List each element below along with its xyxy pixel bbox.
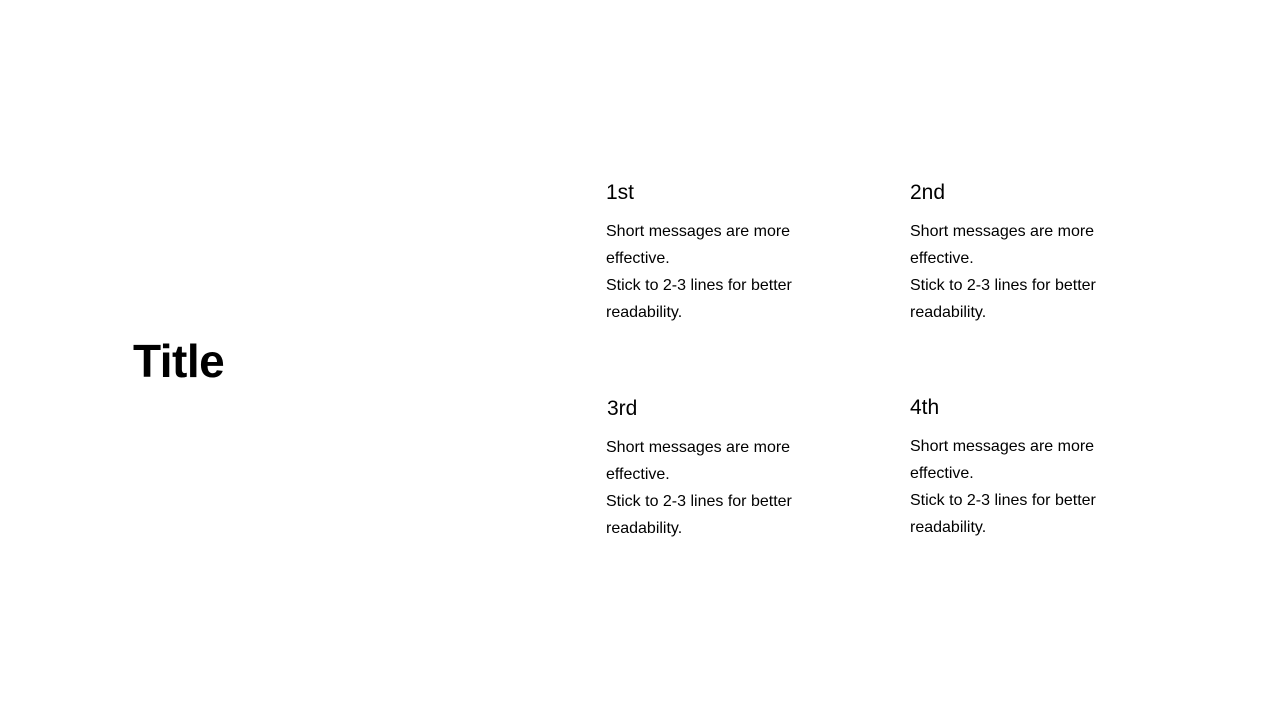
content-block-line: Short messages are more effective. xyxy=(910,223,1095,267)
content-block-heading: 1st xyxy=(606,181,635,204)
content-block-heading: 4th xyxy=(910,396,940,419)
content-block-heading: 3rd xyxy=(607,397,638,420)
content-block-line: Stick to 2-3 lines for better readability. xyxy=(910,277,1096,321)
content-block-line: Stick to 2-3 lines for better readability. xyxy=(606,277,792,321)
content-block-text xyxy=(606,218,846,326)
content-block-line: Short messages are more effective. xyxy=(910,438,1095,482)
content-block-text xyxy=(910,218,1150,326)
content-block-1 xyxy=(606,180,846,326)
content-block-line: Stick to 2-3 lines for better readability. xyxy=(606,493,792,537)
content-block-line: Short messages are more effective. xyxy=(606,439,791,483)
content-block-text xyxy=(606,434,847,542)
slide-title: Title xyxy=(133,335,225,387)
content-block-text xyxy=(910,433,1150,541)
content-block-heading: 2nd xyxy=(910,181,946,204)
content-block-4 xyxy=(910,395,1150,541)
content-block-2 xyxy=(910,180,1150,326)
content-block-line: Short messages are more effective. xyxy=(606,223,791,267)
content-block-line: Stick to 2-3 lines for better readability. xyxy=(910,492,1096,536)
content-block-3 xyxy=(607,396,847,542)
